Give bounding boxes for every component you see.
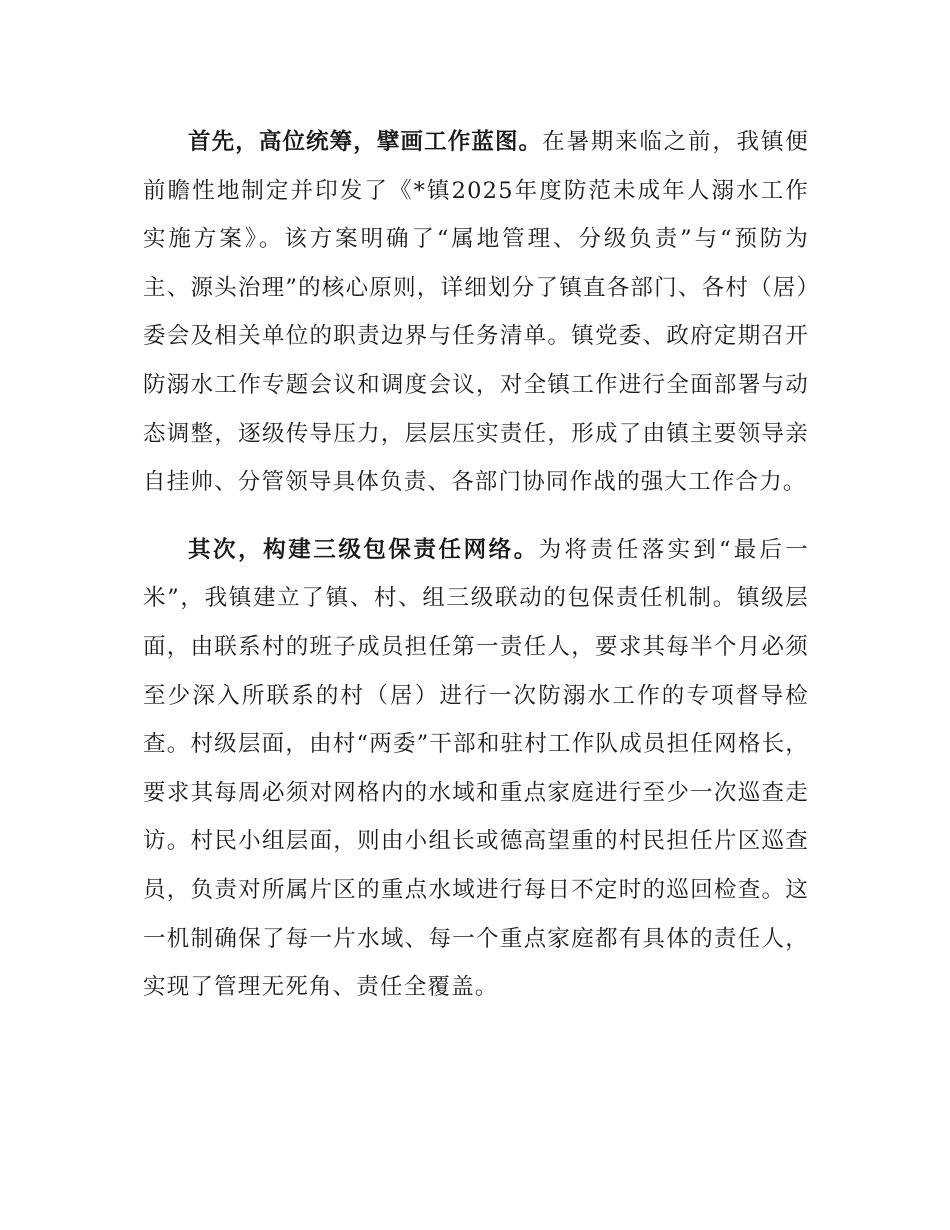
paragraph-body-text: 为将责任落实到“最后一米”，我镇建立了镇、村、组三级联动的包保责任机制。镇级层面，由联系村的班子成员担任第一责任人，要求其每半个月必须至少深入所联系的村（居）进行一次防溺水工作的专项督导检查。村级层面，由村“两委”干部和驻村工作队成员担任网格长，要求其每周必须对网格内的水域和重点家庭进行至少一次巡查走访。村民小组层面，则由小组长或德高望重的村民担任片区巡查员，负责对所属片区的重点水域进行每日不定时的巡回检查。这一机制确保了每一片水域、每一个重点家庭都有具体的责任人，实现了管理无死角、责任全覆盖。 — [143, 536, 809, 1001]
paragraph-responsibility-network — [143, 526, 809, 1012]
paragraph-lead-heading: 其次，构建三级包保责任网络。 — [188, 536, 539, 563]
document-body — [143, 118, 809, 1012]
paragraph-body-text: 在暑期来临之前，我镇便前瞻性地制定并印发了《*镇2025年度防范未成年人溺水工作实施方案》。该方案明确了“属地管理、分级负责”与“预防为主、源头治理”的核心原则，详细划分了镇直各部门、各村（居）委会及相关单位的职责边界与任务清单。镇党委、政府定期召开防溺水工作专题会议和调度会议，对全镇工作进行全面部署与动态调整，逐级传导压力，层层压实责任，形成了由镇主要领导亲自挂帅、分管领导具体负责、各部门协同作战的强大工作合力。 — [143, 129, 809, 496]
paragraph-overall-planning — [143, 118, 809, 507]
paragraph-lead-heading: 首先，高位统筹，擘画工作蓝图。 — [188, 129, 543, 155]
